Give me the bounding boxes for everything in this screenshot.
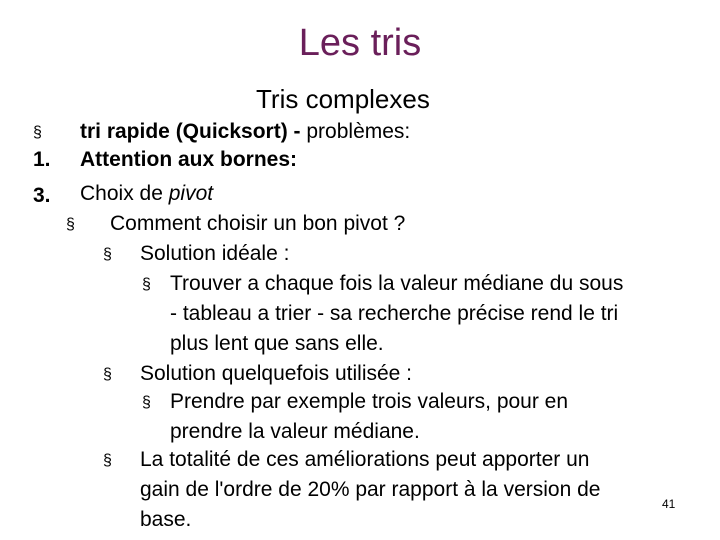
bullet-prendre-trois-cont: prendre la valeur médiane. xyxy=(170,420,420,443)
bullet-marker: § xyxy=(33,124,42,141)
bullet-totalite: La totalité de ces améliorations peut apporter un xyxy=(140,448,590,471)
item-choix-pivot-b: pivot xyxy=(168,182,214,205)
item-attention-bornes: Attention aux bornes: xyxy=(80,148,298,171)
bullet-marker: § xyxy=(66,216,75,233)
bullet-solution-quelquefois: Solution quelquefois utilisée : xyxy=(140,362,413,385)
bullet-trouver-mediane-cont1: - tableau a trier - sa recherche précise rend le tri xyxy=(170,302,619,325)
bullet-marker: § xyxy=(103,246,112,263)
item-choix-pivot-a: Choix de xyxy=(80,182,169,205)
bullet-trouver-mediane: Trouver a chaque fois la valeur médiane du sous xyxy=(170,272,624,295)
bullet-marker: § xyxy=(103,452,112,469)
bullet-prendre-trois: Prendre par exemple trois valeurs, pour en xyxy=(170,390,569,413)
bullet-trouver-mediane-cont2: plus lent que sans elle. xyxy=(170,332,384,355)
slide-title: Les tris xyxy=(298,22,422,64)
item-choix-pivot xyxy=(80,182,213,206)
bullet-totalite-cont2: base. xyxy=(140,508,192,531)
bullet-solution-ideale: Solution idéale : xyxy=(140,242,290,265)
number-marker-3: 3. xyxy=(33,184,51,207)
bullet-comment-choisir: Comment choisir un bon pivot ? xyxy=(110,212,406,235)
number-marker-1: 1. xyxy=(33,148,51,171)
bullet-marker: § xyxy=(142,394,151,411)
slide-subtitle: Tris complexes xyxy=(256,84,430,114)
bullet-quicksort-bold: tri rapide (Quicksort) - xyxy=(80,120,307,143)
bullet-marker: § xyxy=(103,366,112,383)
bullet-quicksort-rest: problèmes: xyxy=(306,120,411,143)
bullet-totalite-cont1: gain de l'ordre de 20% par rapport à la version de xyxy=(140,478,601,501)
page-number: 41 xyxy=(662,497,676,511)
bullet-quicksort xyxy=(80,120,410,144)
bullet-marker: § xyxy=(142,276,151,293)
